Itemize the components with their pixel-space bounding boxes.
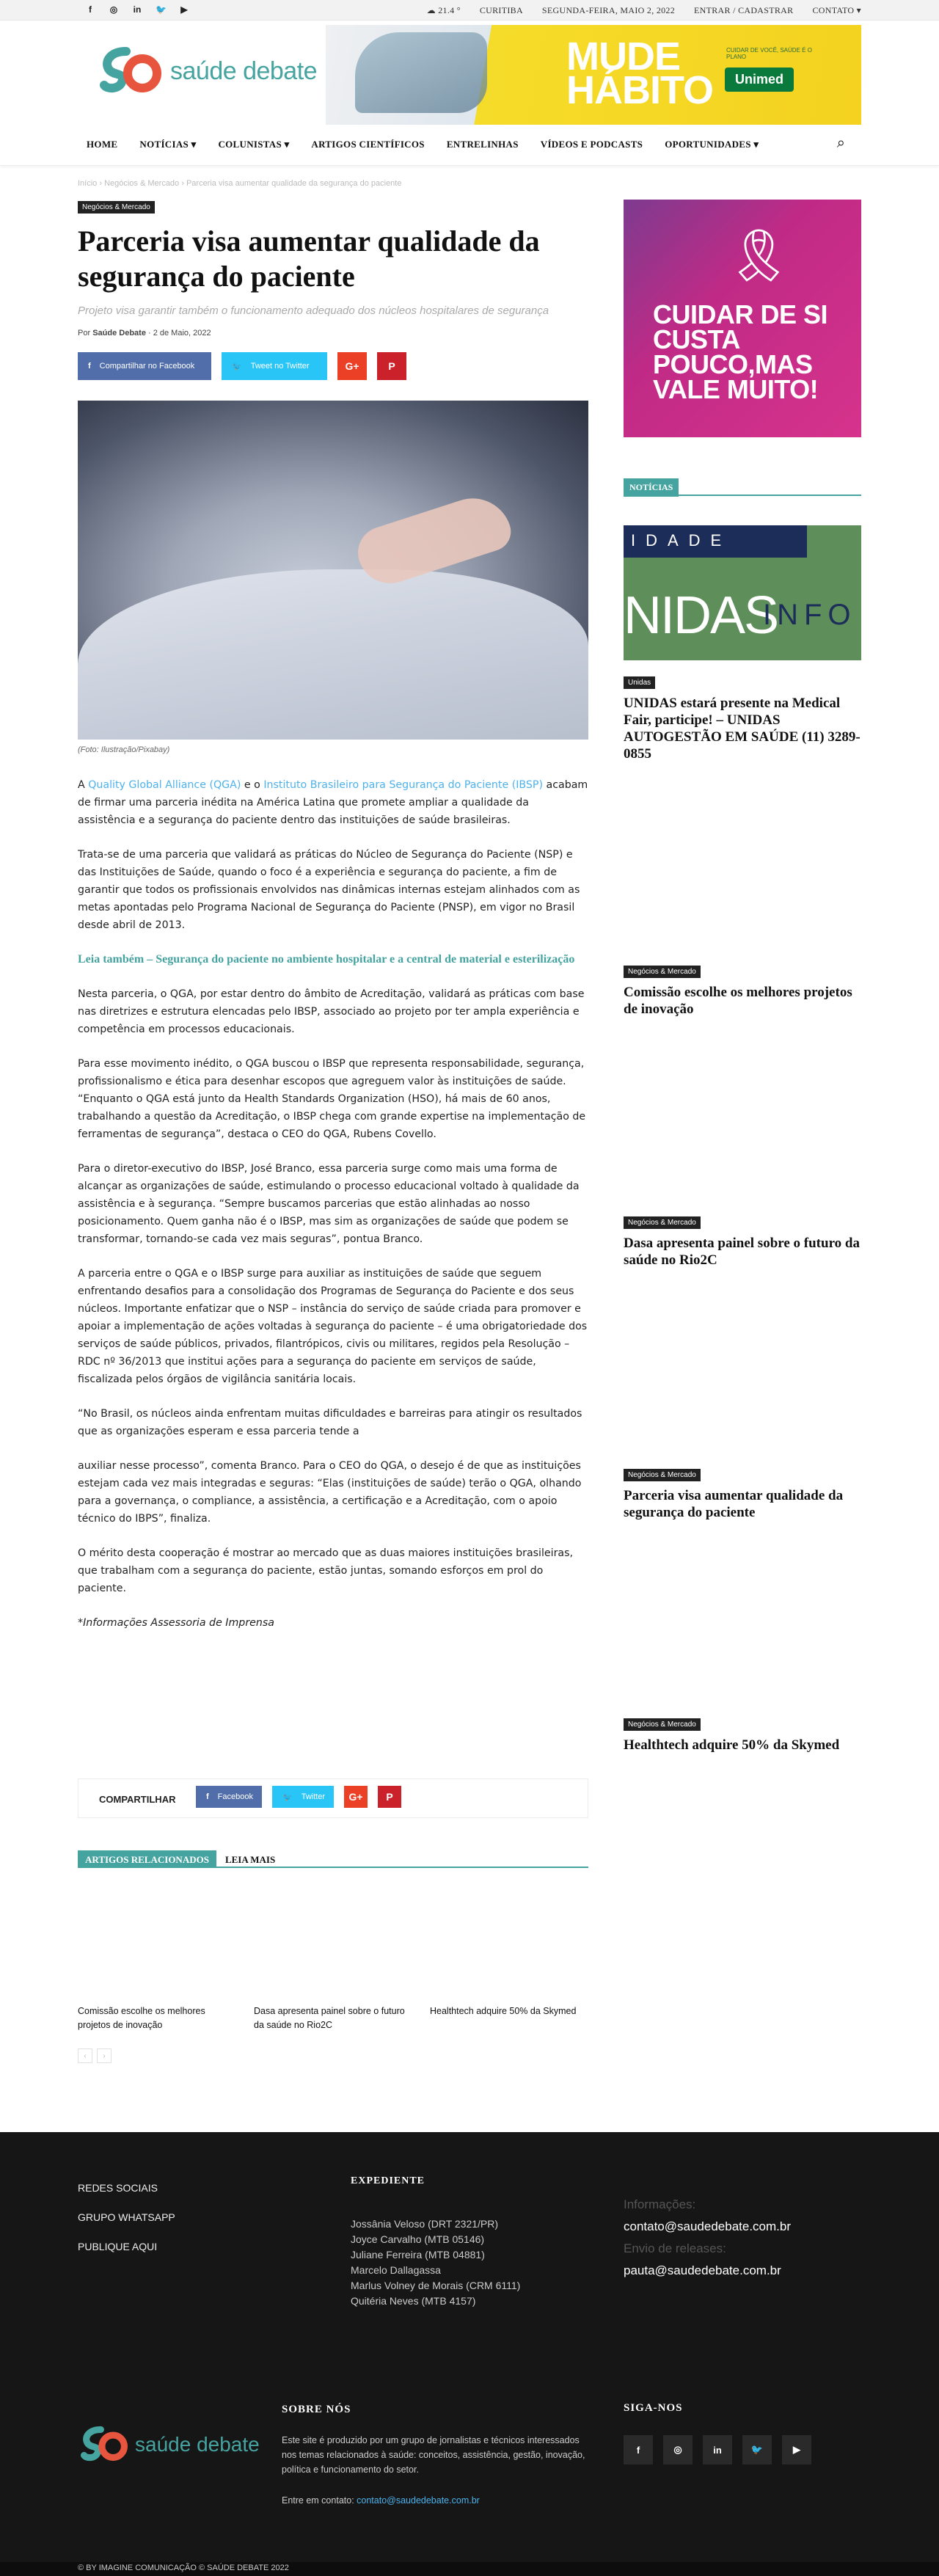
prev-page-button[interactable]: ‹ xyxy=(78,2048,92,2063)
sidebar-news-item[interactable] xyxy=(624,675,861,762)
banner-headline: MUDE HÁBITO xyxy=(566,34,714,112)
follow-title: SIGA-NOS xyxy=(624,2402,683,2414)
share-buttons xyxy=(78,352,588,380)
paragraph: auxiliar nesse processo”, comenta Branco. Para o CEO do QGA, o desejo é de que as instituições estejam cada vez mais integradas e seguras: “Elas (instituições de saúde) terão o QGA, olhando para a governança, o compliance, a assistência, a certificação e a Acreditação, com o apoio técnico do IBPS”, finaliza. xyxy=(78,1460,582,1525)
related-item[interactable]: Dasa apresenta painel sobre o futuro da saúde no Rio2C xyxy=(254,2006,405,2030)
ibsp-link[interactable]: Instituto Brasileiro para Segurança do Paciente (IBSP) xyxy=(263,779,544,791)
article-date: 2 de Maio, 2022 xyxy=(153,329,211,337)
read-also-link[interactable]: Leia também – Segurança do paciente no ambiente hospitalar e a central de material e esterilização xyxy=(78,953,575,966)
footer-link-social[interactable]: REDES SOCIAIS xyxy=(78,2182,158,2194)
about-text: Este site é produzido por um grupo de jornalistas e técnicos interessados nos temas relacionados à saúde: conceitos, assistência, gestão, inovação, política e funcionamento do setor. xyxy=(282,2435,585,2475)
info-label: Informações: xyxy=(624,2197,696,2211)
facebook-icon[interactable]: f xyxy=(89,4,92,15)
contact-menu[interactable]: CONTATO ▾ xyxy=(812,5,861,15)
releases-label: Envio de releases: xyxy=(624,2241,726,2255)
about-title: SOBRE NÓS xyxy=(282,2404,351,2415)
staff-line: Juliane Ferreira (MTB 04881) xyxy=(351,2249,485,2261)
news-block-title: NOTÍCIAS xyxy=(624,478,861,496)
paragraph: Trata-se de uma parceria que validará as práticas do Núcleo de Segurança do Paciente (NSP) e das Instituições de Saúde, quando o foco é a experiência e segurança do paciente, a fim de garantir que todos os profissionais envolvidos nas dinâmicas internas estejam alinhados com as metas apontadas pelo Programa Nacional de Segurança do Paciente (PNSP), em vigor no Brasil desde abril de 2013. xyxy=(78,849,580,931)
twitter-icon[interactable]: 🐦 xyxy=(742,2435,772,2464)
facebook-icon[interactable]: f xyxy=(624,2435,653,2464)
contact-line: Entre em contato: contato@saudedebate.com.br xyxy=(282,2495,480,2506)
category-badge[interactable]: Negócios & Mercado xyxy=(624,1718,701,1731)
current-date: SEGUNDA-FEIRA, MAIO 2, 2022 xyxy=(541,5,676,15)
author-link[interactable]: Saúde Debate xyxy=(92,329,146,337)
footer-logo[interactable] xyxy=(81,2424,260,2465)
instagram-icon[interactable]: ◎ xyxy=(109,4,118,15)
expediente-title: EXPEDIENTE xyxy=(351,2175,425,2186)
sidebar-news-title[interactable]: Dasa apresenta painel sobre o futuro da saúde no Rio2C xyxy=(624,1236,860,1268)
staff-line: Marlus Volney de Morais (CRM 6111) xyxy=(351,2280,521,2291)
paragraph: Nesta parceria, o QGA, por estar dentro do âmbito de Acreditação, validará as práticas com base nas diretrizes e estrutura elencadas pelo IBSP, associado ao projeto por ter ampla experiência e competência em processos educacionais. xyxy=(78,988,585,1035)
facebook-icon: f xyxy=(206,1792,209,1801)
search-icon[interactable]: ⌕ xyxy=(836,135,845,151)
twitter-icon[interactable]: 🐦 xyxy=(156,4,167,15)
bottom-share-box xyxy=(78,1778,588,1818)
footer-link-whatsapp[interactable]: GRUPO WHATSAPP xyxy=(78,2211,175,2223)
youtube-icon[interactable]: ▶ xyxy=(180,4,188,15)
sidebar-news-title[interactable]: Comissão escolhe os melhores projetos de inovação xyxy=(624,985,852,1017)
top-social-icons xyxy=(85,4,189,15)
nav-home[interactable]: HOME xyxy=(87,139,118,150)
staff-line: Jossânia Veloso (DRT 2321/PR) xyxy=(351,2218,499,2230)
banner-brand: Unimed xyxy=(725,67,794,92)
share-label: COMPARTILHAR xyxy=(99,1794,176,1805)
share-gplus-button[interactable]: G+ xyxy=(344,1786,368,1808)
nav-oportunidades[interactable]: OPORTUNIDADES ▾ xyxy=(665,139,759,150)
sidebar-news-item[interactable] xyxy=(624,1215,861,1269)
releases-email[interactable]: pauta@saudedebate.com.br xyxy=(624,2263,781,2277)
paragraph: A parceria entre o QGA e o IBSP surge para auxiliar as instituições de saúde que seguem enfrentando desafios para a consolidação dos Programas de Segurança do Paciente e dos seus núcleos. Importante enfatizar que o NSP – instância do serviço de saúde criada para promover e apoiar a implementação de ações voltadas à segurança do paciente – é uma obrigatoriedade dos serviços de saúde públicos, privados, filantrópicos, civis ou militares, regidos pela Resolução – RDC nº 36/2013 que institui ações para a segurança do paciente em serviços de saúde, fiscalizada pelos órgãos de vigilância sanitária locais. xyxy=(78,1268,588,1385)
article-meta: Por Saúde Debate · 2 de Maio, 2022 xyxy=(78,329,211,337)
twitter-icon: 🐦 xyxy=(232,362,242,371)
facebook-icon: f xyxy=(88,362,91,371)
article-subtitle: Projeto visa garantir também o funcionamento adequado dos núcleos hospitalares de segurança xyxy=(78,304,549,317)
logo-icon xyxy=(100,45,161,97)
paragraph: Para esse movimento inédito, o QGA buscou o IBSP que representa responsabilidade, segurança, profissionalismo e ética para desenhar escopos que agreguem valor às instituições de saúde. “Enquanto o QGA está junto da Health Standards Organization (HSO), há mais de 60 anos, trabalhando a questão da Acreditação, o IBSP chega com grande expertise na implementação de ferramentas de segurança”, destaca o CEO do QGA, Rubens Covello. xyxy=(78,1058,586,1140)
info-email[interactable]: contato@saudedebate.com.br xyxy=(624,2219,792,2233)
site-logo[interactable] xyxy=(100,45,317,97)
nav-colunistas[interactable]: COLUNISTAS ▾ xyxy=(218,139,290,150)
paragraph: O mérito desta cooperação é mostrar ao mercado que as duas maiores instituições brasileiras, que trabalham com a segurança do paciente, estão juntas, somando esforços em prol do paciente. xyxy=(78,1547,574,1594)
category-badge[interactable]: Negócios & Mercado xyxy=(624,1216,701,1229)
category-badge[interactable]: Negócios & Mercado xyxy=(78,201,155,214)
breadcrumb[interactable]: Início › Negócios & Mercado › Parceria visa aumentar qualidade da segurança do paciente xyxy=(78,179,402,188)
unidas-info-text: INFO xyxy=(763,599,857,631)
sidebar-news-item[interactable] xyxy=(624,1717,861,1754)
temperature: 21.4 ° xyxy=(438,5,461,15)
share-twitter-button[interactable]: 🐦 Tweet no Twitter xyxy=(222,352,327,380)
share-gplus-button[interactable]: G+ xyxy=(337,352,367,380)
pillow-shape xyxy=(78,569,588,740)
category-badge[interactable]: Unidas xyxy=(624,676,655,689)
sidebar-news-title[interactable]: Healthtech adquire 50% da Skymed xyxy=(624,1737,840,1753)
top-bar xyxy=(0,0,939,21)
source-note: *Informações Assessoria de Imprensa xyxy=(78,1617,274,1629)
share-twitter-button[interactable]: 🐦 Twitter xyxy=(272,1786,334,1808)
sidebar-news-item[interactable] xyxy=(624,1467,861,1521)
nav-videos[interactable]: VÍDEOS E PODCASTS xyxy=(540,139,643,150)
sidebar-news-title[interactable]: Parceria visa aumentar qualidade da segurança do paciente xyxy=(624,1488,844,1520)
youtube-icon[interactable]: ▶ xyxy=(782,2435,811,2464)
footer xyxy=(0,2132,939,2562)
tab-read-more[interactable]: LEIA MAIS xyxy=(224,1854,276,1865)
login-link[interactable]: ENTRAR / CADASTRAR xyxy=(694,5,794,15)
category-badge[interactable]: Negócios & Mercado xyxy=(624,966,701,978)
instagram-icon[interactable]: ◎ xyxy=(663,2435,693,2464)
main-nav xyxy=(0,125,939,166)
related-item[interactable]: Comissão escolhe os melhores projetos de inovação xyxy=(78,2006,205,2030)
sidebar-ad[interactable] xyxy=(624,200,861,437)
city: CURITIBA xyxy=(479,5,523,15)
logo-text: saúde debate xyxy=(170,56,318,85)
related-articles xyxy=(78,1850,588,2060)
staff-line: Marcelo Dallagassa xyxy=(351,2264,441,2276)
next-page-button[interactable]: › xyxy=(97,2048,112,2063)
paragraph: A Quality Global Alliance (QGA) e o Instituto Brasileiro para Segurança do Paciente (IBSP) acabam de firmar uma parceria inédita na América Latina que promete ampliar a qualidade da assistência e a segurança do paciente dentro das instituições de saúde brasileiras. xyxy=(78,779,588,826)
sidebar-ad-text: CUIDAR DE SI CUSTA POUCO,MAS VALE MUITO! xyxy=(653,299,828,404)
article-title: Parceria visa aumentar qualidade da segurança do paciente xyxy=(78,225,540,293)
tab-related[interactable]: ARTIGOS RELACIONADOS xyxy=(78,1850,216,1867)
image-caption: (Foto: Ilustração/Pixabay) xyxy=(78,745,170,754)
author-prefix: Por xyxy=(78,329,91,337)
banner-image xyxy=(355,32,487,113)
twitter-icon: 🐦 xyxy=(282,1792,293,1802)
footer-link-publish[interactable]: PUBLIQUE AQUI xyxy=(78,2241,158,2252)
sidebar-news-item[interactable] xyxy=(624,964,861,1018)
nav-artigos[interactable]: ARTIGOS CIENTÍFICOS xyxy=(311,139,425,150)
contact-email-link[interactable]: contato@saudedebate.com.br xyxy=(357,2495,480,2506)
article-body xyxy=(78,776,588,1649)
linkedin-icon[interactable]: in xyxy=(703,2435,732,2464)
article-image xyxy=(78,401,588,740)
share-pinterest-button[interactable]: P xyxy=(377,352,406,380)
ribbon-icon: 🎗 xyxy=(726,227,792,284)
paragraph: “No Brasil, os núcleos ainda enfrentam muitas dificuldades e barreiras para atingir os resultados que as organizações esperam e essa parceria tende a xyxy=(78,1408,582,1437)
footer-logo-text: saúde debate xyxy=(135,2433,260,2456)
top-banner-ad[interactable] xyxy=(326,25,861,125)
unidas-image[interactable] xyxy=(624,525,861,660)
paragraph: Para o diretor-executivo do IBSP, José Branco, essa parceria surge como mais uma forma de alcançar as organizações de saúde, estimulando o processo educacional voltado à qualidade da assistência e à segurança. “Sempre buscamos parcerias que estão alinhadas ao nosso posicionamento. Quem ganha não é o IBSP, mas sim as organizações de saúde que podem se transformar, tornando-se cada vez mais seguras”, pontua Branco. xyxy=(78,1163,580,1245)
share-facebook-button[interactable]: f Compartilhar no Facebook xyxy=(78,352,211,380)
unidas-bar-text: IDADE xyxy=(624,525,807,558)
staff-line: Joyce Carvalho (MTB 05146) xyxy=(351,2233,485,2245)
staff-line: Quitéria Neves (MTB 4157) xyxy=(351,2295,476,2307)
weather-widget xyxy=(427,5,461,16)
share-facebook-button[interactable]: f Facebook xyxy=(196,1786,262,1808)
nav-entrelinhas[interactable]: ENTRELINHAS xyxy=(446,139,519,150)
qga-link[interactable]: Quality Global Alliance (QGA) xyxy=(88,779,241,791)
banner-tagline: CUIDAR DE VOCÊ, SAÚDE É O PLANO xyxy=(726,47,812,60)
linkedin-icon[interactable]: in xyxy=(133,4,142,15)
sidebar-news-title[interactable]: UNIDAS estará presente na Medical Fair, participe! – UNIDAS AUTOGESTÃO EM SAÚDE (11) 3289-0855 xyxy=(624,696,861,762)
category-badge[interactable]: Negócios & Mercado xyxy=(624,1469,701,1481)
logo-icon xyxy=(81,2424,128,2465)
unidas-big-text: NIDAS xyxy=(624,586,778,645)
copyright: © BY IMAGINE COMUNICAÇÃO © SAÚDE DEBATE 2022 xyxy=(0,2562,939,2576)
share-pinterest-button[interactable]: P xyxy=(378,1786,401,1808)
related-item[interactable]: Healthtech adquire 50% da Skymed xyxy=(430,2006,577,2016)
cloud-icon: ☁ xyxy=(426,5,436,15)
nav-noticias[interactable]: NOTÍCIAS ▾ xyxy=(139,139,197,150)
